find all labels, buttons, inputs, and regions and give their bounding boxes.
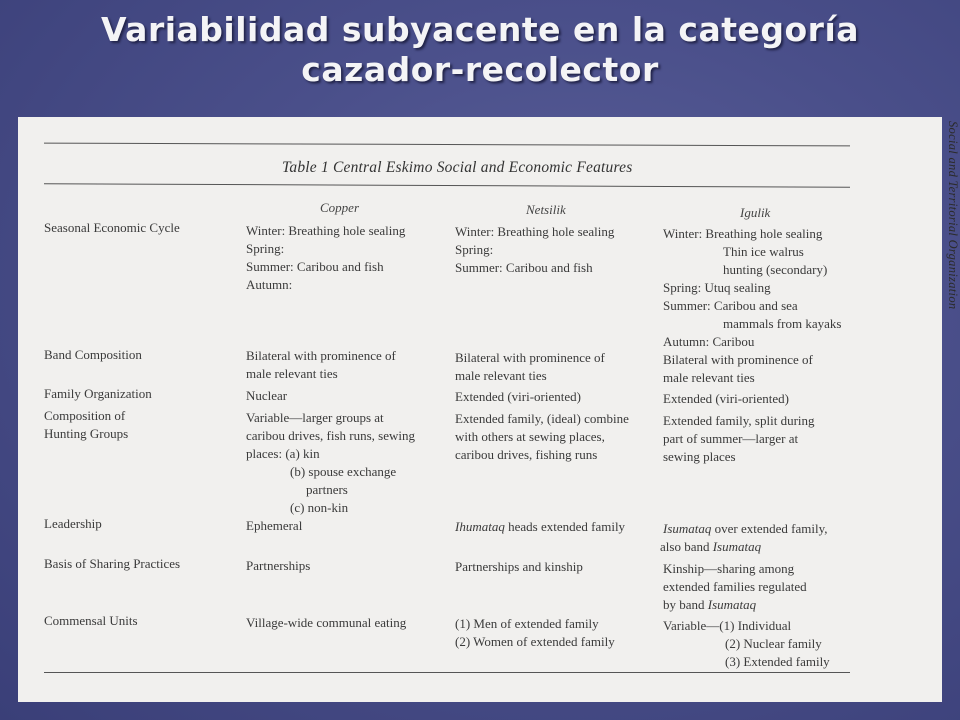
cell-family-netsilik [455,388,581,406]
column-header-igulik: Igulik [740,205,771,220]
row-label-family: Family Organization [44,386,152,401]
cell-line: Extended family, (ideal) combine [455,411,629,426]
column-header-netsilik: Netsilik [526,202,566,217]
cell-line: Variable—larger groups at [246,410,384,425]
cell-line: male relevant ties [455,368,547,383]
cell-family-igulik [663,390,789,408]
cell-band-netsilik [455,349,605,385]
cell-line: male relevant ties [663,370,755,385]
cell-commensal-copper [246,614,406,632]
cell-line: Extended (viri-oriented) [663,391,789,406]
cell-term: Ihumataq [455,519,505,534]
cell-line: Partnerships and kinship [455,559,583,574]
cell-line: (2) Women of extended family [455,634,615,649]
cell-sharing-copper [246,557,310,575]
cell-line: with others at sewing places, [455,429,605,444]
cell-line: Winter: Breathing hole sealing [663,226,823,241]
top-rule-2 [44,183,850,188]
cell-line: Ephemeral [246,518,303,533]
cell-line: places: (a) kin [246,446,320,461]
cell-line: caribou drives, fishing runs [455,447,598,462]
cell-line: Bilateral with prominence of [246,348,396,363]
cell-leadership-igulik [660,520,828,556]
cell-line: part of summer—larger at [663,431,799,446]
cell-line: Summer: Caribou and sea [663,298,798,313]
cell-seasonal-copper [246,222,405,294]
cell-line: caribou drives, fish runs, sewing [246,428,415,443]
cell-line: Summer: Caribou and fish [246,259,384,274]
cell-line: Nuclear [246,388,288,403]
cell-line: male relevant ties [246,366,338,381]
cell-sharing-igulik [663,560,807,614]
cell-line: Variable—(1) Individual [663,618,792,633]
slide-title [0,10,960,90]
cell-commensal-igulik [663,617,830,671]
cell-line: Spring: [246,241,285,256]
cell-line: (2) Nuclear family [725,636,822,651]
cell-leadership-copper [246,517,302,535]
cell-band-copper [246,347,396,383]
cell-sharing-netsilik [455,558,583,576]
cell-line: Spring: [455,242,494,257]
cell-seasonal-netsilik [455,223,614,277]
column-header-copper: Copper [320,200,359,215]
cell-line: heads extended family [504,519,626,534]
row-label-seasonal: Seasonal Economic Cycle [44,220,180,235]
cell-line: Bilateral with prominence of [455,350,605,365]
cell-line: extended families regulated [663,579,807,594]
row-label-hunting-line-1: Composition of [44,408,126,423]
row-label-hunting [44,407,128,443]
cell-term: Isumataq [712,539,762,554]
row-label-leadership: Leadership [44,516,102,531]
cell-line: over extended family, [711,521,828,536]
cell-line: mammals from kayaks [723,316,842,331]
cell-hunting-copper [246,409,415,517]
row-label-band: Band Composition [44,347,142,362]
cell-line: Bilateral with prominence of [663,352,813,367]
row-label-commensal: Commensal Units [44,613,138,628]
slide-title-line-1: Variabilidad subyacente en la categoría [100,10,860,49]
cell-hunting-netsilik [455,410,629,464]
cell-line: Extended (viri-oriented) [455,389,581,404]
cell-commensal-netsilik [455,615,615,651]
cell-family-copper [246,387,287,405]
top-rule-1 [44,143,850,147]
cell-hunting-igulik [663,412,815,466]
cell-line: Winter: Breathing hole sealing [455,224,615,239]
cell-line: Autumn: [246,277,293,292]
cell-line: Summer: Caribou and fish [455,260,593,275]
cell-term: Isumataq [663,521,712,536]
cell-line: Village-wide communal eating [246,615,407,630]
cell-line: Kinship—sharing among [663,561,795,576]
cell-term: Isumataq [707,597,757,612]
cell-line: Winter: Breathing hole sealing [246,223,406,238]
row-label-hunting-line-2: Hunting Groups [44,426,129,441]
cell-line: (3) Extended family [725,654,830,669]
cell-line: hunting (secondary) [723,262,828,277]
cell-line: partners [306,482,348,497]
cell-line: Autumn: Caribou [663,334,755,349]
cell-line: Spring: Utuq sealing [663,280,771,295]
cell-line: (b) spouse exchange [290,464,397,479]
row-label-sharing: Basis of Sharing Practices [44,556,181,571]
cell-line: also band [660,539,713,554]
cell-band-igulik [663,351,813,387]
cell-line: (c) non-kin [290,500,349,515]
scanned-table-image [18,117,960,702]
cell-line: (1) Men of extended family [455,616,599,631]
cell-seasonal-igulik [663,225,841,351]
cell-line: by band [663,597,708,612]
bottom-rule [44,672,850,673]
table-title: Table 1 Central Eskimo Social and Economic Features [282,159,633,176]
cell-line: sewing places [663,449,736,464]
cell-line: Thin ice walrus [723,244,804,259]
slide-title-line-2: cazador-recolector [301,50,659,89]
cell-line: Extended family, split during [663,413,815,428]
page-side-running-head: Social and Territorial Organization [946,121,960,310]
cell-leadership-netsilik [455,518,625,536]
cell-line: Partnerships [246,558,311,573]
